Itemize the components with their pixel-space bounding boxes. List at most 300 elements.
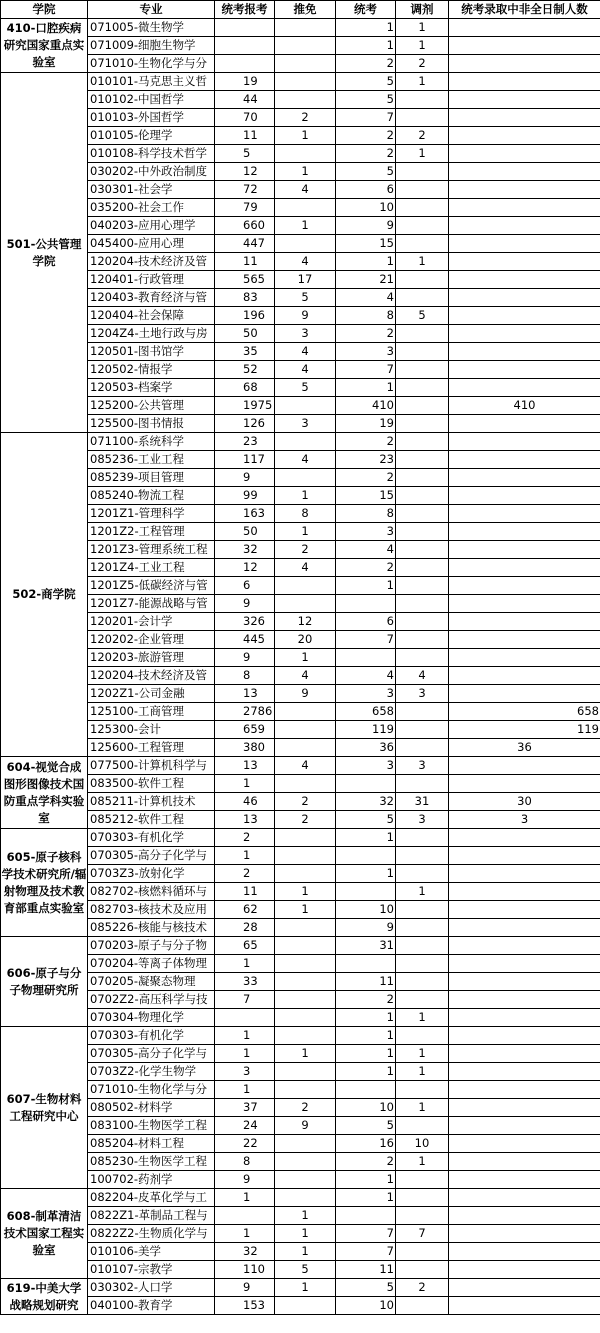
table-row	[1, 955, 600, 973]
transfer-cell	[396, 91, 449, 109]
admitted-cell: 2	[336, 325, 396, 343]
major-cell: 035200-社会工作	[88, 199, 215, 217]
recommended-cell: 1	[275, 127, 336, 145]
admitted-cell: 7	[336, 631, 396, 649]
table-row	[1, 361, 600, 379]
applicants-cell: 659	[215, 721, 275, 739]
applicants-cell: 1	[215, 775, 275, 793]
admitted-cell: 1	[336, 19, 396, 37]
applicants-cell: 3	[215, 1063, 275, 1081]
transfer-cell: 3	[396, 685, 449, 703]
transfer-cell	[396, 1207, 449, 1225]
applicants-cell: 33	[215, 973, 275, 991]
applicants-cell: 52	[215, 361, 275, 379]
recommended-cell	[275, 1063, 336, 1081]
recommended-cell	[275, 1171, 336, 1189]
major-cell: 0703Z2-化学生物学	[88, 1063, 215, 1081]
table-row	[1, 397, 600, 415]
admitted-cell: 2	[336, 1153, 396, 1171]
major-cell: 071005-微生物学	[88, 19, 215, 37]
admitted-cell: 1	[336, 1045, 396, 1063]
part-time-cell	[449, 829, 600, 847]
applicants-cell: 1	[215, 1189, 275, 1207]
admitted-cell: 4	[336, 289, 396, 307]
table-row	[1, 559, 600, 577]
recommended-cell	[275, 955, 336, 973]
recommended-cell: 1	[275, 1243, 336, 1261]
major-cell: 070303-有机化学	[88, 829, 215, 847]
recommended-cell: 4	[275, 253, 336, 271]
table-row	[1, 433, 600, 451]
recommended-cell	[275, 199, 336, 217]
applicants-cell: 9	[215, 1171, 275, 1189]
applicants-cell: 2786	[215, 703, 275, 721]
major-cell: 010108-科学技术哲学	[88, 145, 215, 163]
admitted-cell: 9	[336, 919, 396, 937]
transfer-cell	[396, 1189, 449, 1207]
table-row	[1, 73, 600, 91]
major-cell: 1201Z2-工程管理	[88, 523, 215, 541]
recommended-cell	[275, 577, 336, 595]
admitted-cell: 10	[336, 1099, 396, 1117]
applicants-cell: 28	[215, 919, 275, 937]
major-cell: 100702-药剂学	[88, 1171, 215, 1189]
major-cell: 010101-马克思主义哲	[88, 73, 215, 91]
major-cell: 070305-高分子化学与	[88, 1045, 215, 1063]
transfer-cell	[396, 415, 449, 433]
applicants-cell: 565	[215, 271, 275, 289]
recommended-cell: 2	[275, 811, 336, 829]
major-cell: 125600-工程管理	[88, 739, 215, 757]
applicants-cell: 23	[215, 433, 275, 451]
admitted-cell: 8	[336, 307, 396, 325]
part-time-cell	[449, 1009, 600, 1027]
table-row	[1, 1171, 600, 1189]
transfer-cell	[396, 991, 449, 1009]
applicants-cell: 1	[215, 1045, 275, 1063]
transfer-cell	[396, 739, 449, 757]
major-cell: 040100-教育学	[88, 1297, 215, 1315]
table-row	[1, 577, 600, 595]
part-time-cell	[449, 469, 600, 487]
transfer-cell: 2	[396, 55, 449, 73]
transfer-cell	[396, 109, 449, 127]
admitted-cell	[336, 775, 396, 793]
part-time-cell	[449, 1153, 600, 1171]
transfer-cell: 10	[396, 1135, 449, 1153]
table-row	[1, 289, 600, 307]
table-row	[1, 1117, 600, 1135]
major-cell: 120202-企业管理	[88, 631, 215, 649]
major-cell: 010105-伦理学	[88, 127, 215, 145]
transfer-cell	[396, 397, 449, 415]
transfer-cell	[396, 847, 449, 865]
admitted-cell	[336, 649, 396, 667]
admitted-cell: 7	[336, 1243, 396, 1261]
school-cell: 608-制革清洁技术国家工程实验室	[1, 1189, 88, 1279]
part-time-cell	[449, 307, 600, 325]
admitted-cell: 5	[336, 73, 396, 91]
admitted-cell: 19	[336, 415, 396, 433]
applicants-cell: 9	[215, 469, 275, 487]
recommended-cell: 9	[275, 1117, 336, 1135]
table-row	[1, 109, 600, 127]
major-cell: 077500-计算机科学与	[88, 757, 215, 775]
applicants-cell: 1	[215, 847, 275, 865]
recommended-cell	[275, 775, 336, 793]
school-cell: 501-公共管理学院	[1, 73, 88, 433]
admitted-cell: 2	[336, 55, 396, 73]
table-row	[1, 505, 600, 523]
table-row	[1, 541, 600, 559]
transfer-cell	[396, 955, 449, 973]
transfer-cell	[396, 271, 449, 289]
admitted-cell: 4	[336, 541, 396, 559]
recommended-cell	[275, 1009, 336, 1027]
transfer-cell: 3	[396, 811, 449, 829]
transfer-cell	[396, 973, 449, 991]
applicants-cell: 326	[215, 613, 275, 631]
transfer-cell: 1	[396, 1045, 449, 1063]
recommended-cell: 1	[275, 523, 336, 541]
applicants-cell: 46	[215, 793, 275, 811]
major-cell: 030301-社会学	[88, 181, 215, 199]
transfer-cell	[396, 559, 449, 577]
admitted-cell: 1	[336, 829, 396, 847]
part-time-cell	[449, 199, 600, 217]
part-time-cell	[449, 937, 600, 955]
applicants-cell: 660	[215, 217, 275, 235]
transfer-cell	[396, 595, 449, 613]
part-time-cell	[449, 145, 600, 163]
transfer-cell	[396, 541, 449, 559]
transfer-cell: 1	[396, 253, 449, 271]
major-cell: 1201Z5-低碳经济与管	[88, 577, 215, 595]
transfer-cell: 1	[396, 883, 449, 901]
major-cell: 071100-系统科学	[88, 433, 215, 451]
recommended-cell	[275, 37, 336, 55]
transfer-cell	[396, 631, 449, 649]
school-cell: 607-生物材料工程研究中心	[1, 1027, 88, 1189]
recommended-cell: 4	[275, 181, 336, 199]
major-cell: 0703Z3-放射化学	[88, 865, 215, 883]
transfer-cell	[396, 217, 449, 235]
applicants-cell: 13	[215, 757, 275, 775]
table-row	[1, 37, 600, 55]
table-row	[1, 595, 600, 613]
applicants-cell: 1	[215, 1081, 275, 1099]
part-time-cell	[449, 109, 600, 127]
admitted-cell: 32	[336, 793, 396, 811]
recommended-cell	[275, 469, 336, 487]
applicants-cell: 1	[215, 955, 275, 973]
major-cell: 120204-技术经济及管	[88, 667, 215, 685]
admitted-cell: 1	[336, 1189, 396, 1207]
transfer-cell	[396, 523, 449, 541]
applicants-cell: 380	[215, 739, 275, 757]
part-time-cell	[449, 1207, 600, 1225]
recommended-cell: 2	[275, 541, 336, 559]
part-time-cell	[449, 649, 600, 667]
part-time-cell	[449, 1171, 600, 1189]
major-cell: 070305-高分子化学与	[88, 847, 215, 865]
applicants-cell: 11	[215, 253, 275, 271]
table-row	[1, 883, 600, 901]
table-row	[1, 451, 600, 469]
part-time-cell	[449, 1045, 600, 1063]
table-row	[1, 253, 600, 271]
table-row	[1, 1189, 600, 1207]
admitted-cell: 5	[336, 91, 396, 109]
table-row	[1, 1099, 600, 1117]
recommended-cell	[275, 55, 336, 73]
admitted-cell: 1	[336, 1027, 396, 1045]
part-time-cell	[449, 37, 600, 55]
header-school: 学院	[1, 1, 88, 19]
major-cell: 120404-社会保障	[88, 307, 215, 325]
table-row	[1, 811, 600, 829]
recommended-cell	[275, 235, 336, 253]
applicants-cell: 13	[215, 685, 275, 703]
major-cell: 120502-情报学	[88, 361, 215, 379]
table-row	[1, 163, 600, 181]
table-row	[1, 1081, 600, 1099]
admitted-cell: 7	[336, 109, 396, 127]
table-row	[1, 1009, 600, 1027]
part-time-cell	[449, 1099, 600, 1117]
part-time-cell	[449, 919, 600, 937]
recommended-cell: 4	[275, 559, 336, 577]
major-cell: 083100-生物医学工程	[88, 1117, 215, 1135]
part-time-cell	[449, 415, 600, 433]
recommended-cell	[275, 1027, 336, 1045]
transfer-cell	[396, 163, 449, 181]
recommended-cell	[275, 1135, 336, 1153]
table-row	[1, 667, 600, 685]
major-cell: 120203-旅游管理	[88, 649, 215, 667]
major-cell: 070204-等离子体物理	[88, 955, 215, 973]
major-cell: 082702-核燃料循环与	[88, 883, 215, 901]
admitted-cell: 1	[336, 865, 396, 883]
admitted-cell	[336, 1207, 396, 1225]
applicants-cell	[215, 19, 275, 37]
admitted-cell: 658	[336, 703, 396, 721]
applicants-cell: 62	[215, 901, 275, 919]
recommended-cell	[275, 1081, 336, 1099]
applicants-cell: 126	[215, 415, 275, 433]
recommended-cell	[275, 847, 336, 865]
major-cell: 080502-材料学	[88, 1099, 215, 1117]
part-time-cell	[449, 1135, 600, 1153]
transfer-cell	[396, 1297, 449, 1315]
applicants-cell: 163	[215, 505, 275, 523]
admitted-cell: 7	[336, 1225, 396, 1243]
table-row	[1, 487, 600, 505]
recommended-cell: 1	[275, 1279, 336, 1297]
applicants-cell: 72	[215, 181, 275, 199]
transfer-cell	[396, 1171, 449, 1189]
major-cell: 070304-物理化学	[88, 1009, 215, 1027]
admitted-cell	[336, 847, 396, 865]
admitted-cell: 2	[336, 127, 396, 145]
part-time-cell	[449, 1243, 600, 1261]
admitted-cell: 2	[336, 991, 396, 1009]
recommended-cell	[275, 1153, 336, 1171]
recommended-cell	[275, 145, 336, 163]
transfer-cell	[396, 289, 449, 307]
table-row	[1, 1207, 600, 1225]
recommended-cell: 4	[275, 361, 336, 379]
table-row	[1, 685, 600, 703]
part-time-cell	[449, 91, 600, 109]
header-applicants: 统考报考	[215, 1, 275, 19]
major-cell: 085211-计算机技术	[88, 793, 215, 811]
table-row	[1, 739, 600, 757]
admitted-cell: 15	[336, 487, 396, 505]
transfer-cell	[396, 361, 449, 379]
applicants-cell: 196	[215, 307, 275, 325]
admitted-cell: 1	[336, 1171, 396, 1189]
recommended-cell: 9	[275, 685, 336, 703]
major-cell: 083500-软件工程	[88, 775, 215, 793]
major-cell: 085236-工业工程	[88, 451, 215, 469]
part-time-cell	[449, 379, 600, 397]
major-cell: 082703-核技术及应用	[88, 901, 215, 919]
admitted-cell: 3	[336, 757, 396, 775]
part-time-cell	[449, 289, 600, 307]
table-row	[1, 469, 600, 487]
major-cell: 1204Z4-土地行政与房	[88, 325, 215, 343]
part-time-cell	[449, 271, 600, 289]
applicants-cell: 1	[215, 1027, 275, 1045]
transfer-cell	[396, 199, 449, 217]
part-time-cell: 36	[449, 739, 600, 757]
admitted-cell: 11	[336, 1261, 396, 1279]
part-time-cell	[449, 1225, 600, 1243]
transfer-cell: 7	[396, 1225, 449, 1243]
recommended-cell	[275, 19, 336, 37]
admitted-cell: 8	[336, 505, 396, 523]
part-time-cell	[449, 775, 600, 793]
major-cell: 125100-工商管理	[88, 703, 215, 721]
table-row	[1, 1297, 600, 1315]
major-cell: 1201Z4-工业工程	[88, 559, 215, 577]
transfer-cell	[396, 343, 449, 361]
part-time-cell	[449, 1027, 600, 1045]
admitted-cell: 1	[336, 577, 396, 595]
part-time-cell	[449, 757, 600, 775]
recommended-cell: 5	[275, 1261, 336, 1279]
major-cell: 010103-外国哲学	[88, 109, 215, 127]
recommended-cell: 17	[275, 271, 336, 289]
part-time-cell	[449, 55, 600, 73]
recommended-cell: 20	[275, 631, 336, 649]
transfer-cell	[396, 1243, 449, 1261]
admitted-cell: 23	[336, 451, 396, 469]
school-cell: 619-中美大学战略规划研究	[1, 1279, 88, 1315]
recommended-cell	[275, 1297, 336, 1315]
school-cell: 605-原子核科学技术研究所/辐射物理及技术教育部重点实验室	[1, 829, 88, 937]
major-cell: 070203-原子与分子物	[88, 937, 215, 955]
applicants-cell: 50	[215, 325, 275, 343]
applicants-cell: 153	[215, 1297, 275, 1315]
recommended-cell: 1	[275, 901, 336, 919]
major-cell: 085204-材料工程	[88, 1135, 215, 1153]
transfer-cell	[396, 649, 449, 667]
recommended-cell: 1	[275, 649, 336, 667]
part-time-cell	[449, 217, 600, 235]
applicants-cell: 24	[215, 1117, 275, 1135]
admitted-cell: 6	[336, 613, 396, 631]
part-time-cell	[449, 73, 600, 91]
table-row	[1, 181, 600, 199]
applicants-cell: 2	[215, 829, 275, 847]
admitted-cell: 31	[336, 937, 396, 955]
applicants-cell: 99	[215, 487, 275, 505]
school-cell: 606-原子与分子物理研究所	[1, 937, 88, 1027]
major-cell: 120204-技术经济及管	[88, 253, 215, 271]
header-part-time: 统考录取中非全日制人数	[449, 1, 600, 19]
applicants-cell	[215, 1207, 275, 1225]
applicants-cell: 8	[215, 1153, 275, 1171]
table-row	[1, 91, 600, 109]
applicants-cell: 19	[215, 73, 275, 91]
transfer-cell	[396, 703, 449, 721]
major-cell: 120503-档案学	[88, 379, 215, 397]
transfer-cell	[396, 235, 449, 253]
transfer-cell	[396, 469, 449, 487]
major-cell: 085212-软件工程	[88, 811, 215, 829]
part-time-cell: 3	[449, 811, 600, 829]
transfer-cell	[396, 937, 449, 955]
part-time-cell	[449, 127, 600, 145]
major-cell: 010106-美学	[88, 1243, 215, 1261]
applicants-cell: 6	[215, 577, 275, 595]
major-cell: 030202-中外政治制度	[88, 163, 215, 181]
recommended-cell: 4	[275, 451, 336, 469]
applicants-cell: 11	[215, 127, 275, 145]
recommended-cell	[275, 73, 336, 91]
admitted-cell: 410	[336, 397, 396, 415]
transfer-cell	[396, 487, 449, 505]
table-body	[1, 19, 600, 1315]
transfer-cell: 2	[396, 127, 449, 145]
applicants-cell: 5	[215, 145, 275, 163]
recommended-cell: 3	[275, 325, 336, 343]
applicants-cell: 447	[215, 235, 275, 253]
applicants-cell: 32	[215, 1243, 275, 1261]
major-cell: 040203-应用心理学	[88, 217, 215, 235]
applicants-cell: 9	[215, 595, 275, 613]
major-cell: 071009-细胞生物学	[88, 37, 215, 55]
admitted-cell: 16	[336, 1135, 396, 1153]
table-row	[1, 775, 600, 793]
recommended-cell: 1	[275, 163, 336, 181]
table-row	[1, 757, 600, 775]
major-cell: 045400-应用心理	[88, 235, 215, 253]
transfer-cell: 1	[396, 1099, 449, 1117]
transfer-cell: 1	[396, 145, 449, 163]
part-time-cell	[449, 1063, 600, 1081]
admitted-cell: 3	[336, 343, 396, 361]
table-row	[1, 55, 600, 73]
part-time-cell: 658	[449, 703, 600, 721]
admitted-cell: 4	[336, 667, 396, 685]
table-row	[1, 199, 600, 217]
table-row	[1, 901, 600, 919]
major-cell: 010107-宗教学	[88, 1261, 215, 1279]
table-row	[1, 1243, 600, 1261]
